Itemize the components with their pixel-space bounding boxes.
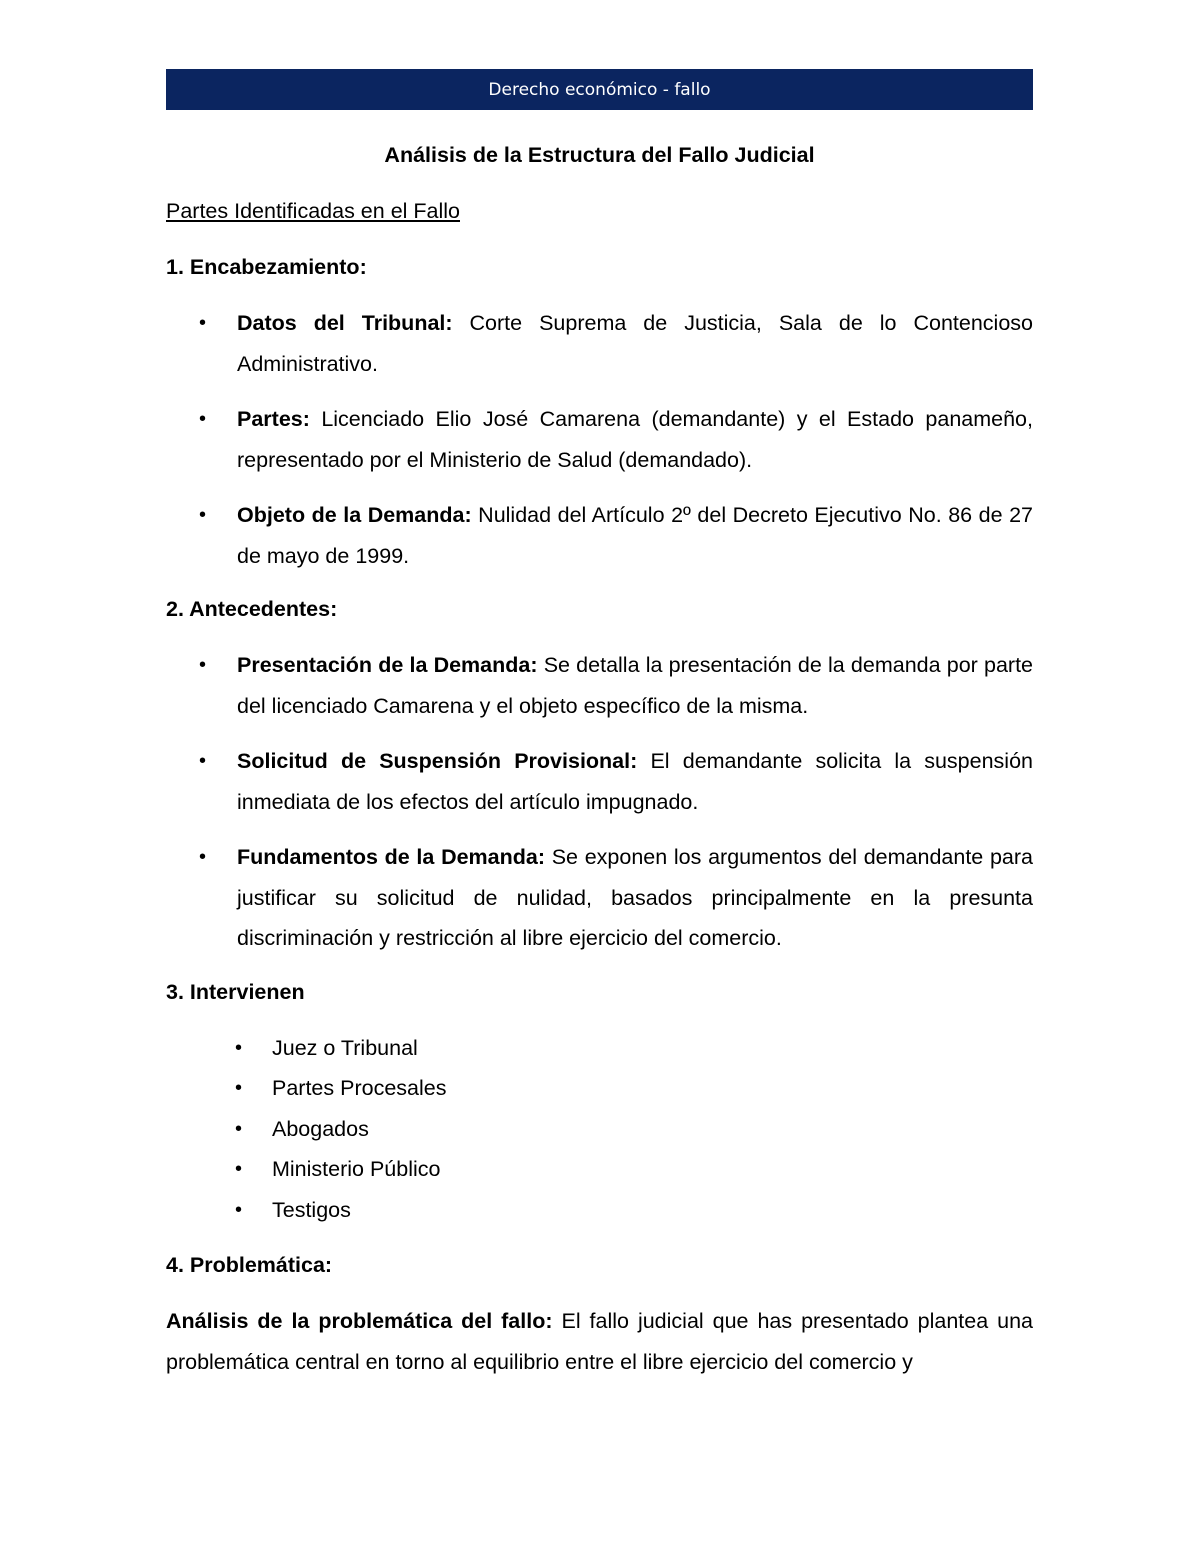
- section-heading-intervienen: 3. Intervienen: [166, 979, 305, 1004]
- list-item: [166, 495, 1033, 576]
- encabezamiento-list: [166, 303, 1033, 576]
- bullet-icon: •: [235, 1117, 243, 1140]
- item-text: Corte Suprema de Justicia, Sala de lo Contencioso Administrativo.: [237, 311, 1033, 376]
- bullet-icon: •: [199, 654, 207, 676]
- list-item: [166, 1068, 1033, 1109]
- section-heading-antecedentes: 2. Antecedentes:: [166, 597, 338, 621]
- bullet-icon: •: [235, 1198, 243, 1221]
- item-label: Solicitud de Suspensión Provisional:: [237, 749, 638, 773]
- bullet-icon: •: [199, 846, 207, 868]
- item-label: Objeto de la Demanda:: [237, 503, 472, 527]
- item-text: Nulidad del Artículo 2º del Decreto Ejecutivo No. 86 de 27 de mayo de 1999.: [237, 503, 1033, 568]
- list-item: [166, 837, 1033, 959]
- list-item: [166, 1109, 1033, 1150]
- list-item: [166, 1190, 1033, 1231]
- item-text: Se detalla la presentación de la demanda por parte del licenciado Camarena y el objeto específico de la misma.: [237, 653, 1033, 718]
- item-label: Presentación de la Demanda:: [237, 653, 538, 677]
- list-item: [166, 1149, 1033, 1190]
- item-text: Partes Procesales: [272, 1076, 447, 1100]
- bullet-icon: •: [235, 1158, 243, 1180]
- paragraph-label: Análisis de la problemática del fallo:: [166, 1309, 553, 1333]
- intervienen-list: [166, 1028, 1033, 1231]
- section-heading-problematica: 4. Problemática:: [166, 1253, 333, 1277]
- bullet-icon: •: [199, 750, 207, 772]
- list-item: [166, 645, 1033, 726]
- document-body: [166, 136, 1033, 1382]
- item-text: Testigos: [272, 1197, 351, 1222]
- paragraph-text: El fallo judicial que has presentado plantea una problemática central en torno al equilibrio entre el libre ejercicio del comercio y: [166, 1309, 1033, 1374]
- item-label: Datos del Tribunal:: [237, 311, 453, 335]
- item-text: Ministerio Público: [272, 1157, 441, 1181]
- antecedentes-list: [166, 645, 1033, 959]
- list-item: [166, 1028, 1033, 1069]
- bullet-icon: •: [199, 312, 207, 334]
- bullet-icon: •: [235, 1077, 243, 1099]
- document-title: Análisis de la Estructura del Fallo Judicial: [384, 143, 815, 167]
- item-text: Abogados: [272, 1116, 369, 1141]
- list-item: [166, 399, 1033, 480]
- item-label: Fundamentos de la Demanda:: [237, 845, 546, 869]
- item-label: Partes:: [237, 407, 310, 431]
- problematica-paragraph: [166, 1301, 1033, 1382]
- item-text: Licenciado Elio José Camarena (demandante) y el Estado panameño, representado por el Ministerio de Salud (demandado).: [237, 407, 1033, 472]
- item-text: El demandante solicita la suspensión inmediata de los efectos del artículo impugnado.: [237, 749, 1033, 814]
- list-item: [166, 741, 1033, 822]
- document-subtitle: Partes Identificadas en el Fallo: [166, 199, 460, 223]
- item-text: Juez o Tribunal: [272, 1035, 418, 1060]
- item-text: Se exponen los argumentos del demandante para justificar su solicitud de nulidad, basados principalmente en la presunta discriminación y restricción al libre ejercicio del comercio.: [237, 845, 1033, 950]
- list-item: [166, 303, 1033, 384]
- section-heading-encabezamiento: 1. Encabezamiento:: [166, 255, 367, 279]
- bullet-icon: •: [235, 1036, 243, 1059]
- bullet-icon: •: [199, 408, 207, 430]
- bullet-icon: •: [199, 504, 207, 526]
- header-banner: Derecho económico - fallo: [166, 69, 1033, 110]
